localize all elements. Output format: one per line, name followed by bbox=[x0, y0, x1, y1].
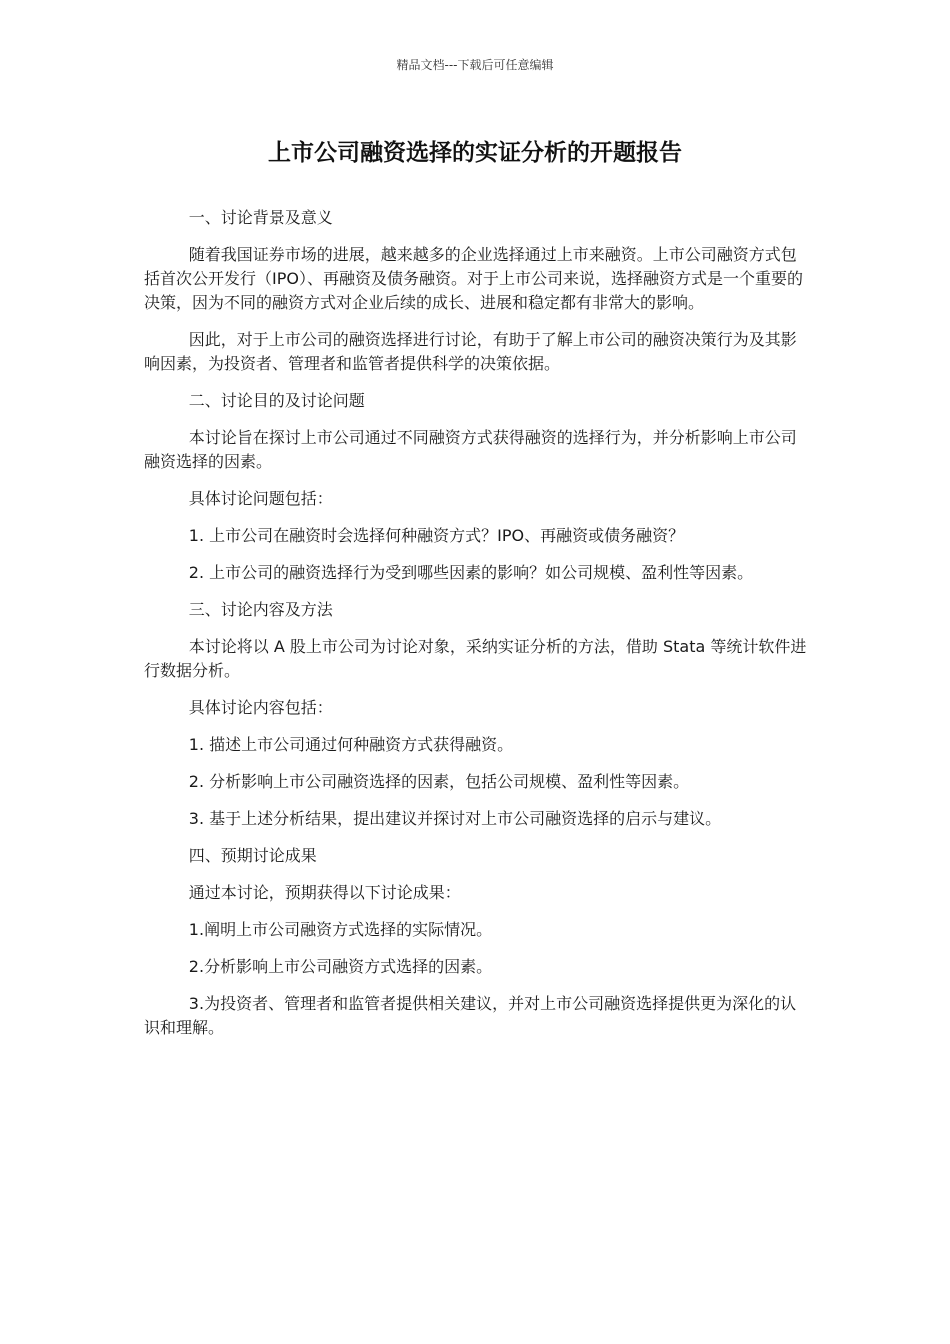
paragraph-method: 本讨论将以 A 股上市公司为讨论对象，采纳实证分析的方法，借助 Stata 等统计软件进行数据分析。 bbox=[144, 637, 807, 680]
list-item-outcome-1: 1.阐明上市公司融资方式选择的实际情况。 bbox=[188, 920, 493, 939]
list-item-content-2: 2. 分析影响上市公司融资选择的因素，包括公司规模、盈利性等因素。 bbox=[188, 772, 690, 791]
paragraph-content-intro: 具体讨论内容包括： bbox=[188, 698, 333, 717]
section-heading-purpose: 二、讨论目的及讨论问题 bbox=[188, 391, 365, 410]
paragraph-purpose: 本讨论旨在探讨上市公司通过不同融资方式获得融资的选择行为，并分析影响上市公司融资选择的因素。 bbox=[144, 428, 797, 471]
section-heading-content: 三、讨论内容及方法 bbox=[188, 600, 333, 619]
list-item-content-3: 3. 基于上述分析结果，提出建议并探讨对上市公司融资选择的启示与建议。 bbox=[188, 809, 722, 828]
document-title: 上市公司融资选择的实证分析的开题报告 bbox=[268, 140, 682, 166]
list-item-content-1: 1. 描述上市公司通过何种融资方式获得融资。 bbox=[188, 735, 514, 754]
list-item-question-1: 1. 上市公司在融资时会选择何种融资方式？IPO、再融资或债务融资？ bbox=[188, 526, 685, 545]
list-item-outcome-3: 3.为投资者、管理者和监管者提供相关建议，并对上市公司融资选择提供更为深化的认识和理解。 bbox=[144, 994, 797, 1037]
document-body bbox=[144, 206, 808, 1053]
paragraph-outcomes-intro: 通过本讨论，预期获得以下讨论成果： bbox=[188, 883, 461, 902]
section-heading-outcomes: 四、预期讨论成果 bbox=[188, 846, 317, 865]
paragraph-background: 随着我国证券市场的进展，越来越多的企业选择通过上市来融资。上市公司融资方式包括首次公开发行（IPO）、再融资及债务融资。对于上市公司来说，选择融资方式是一个重要的决策，因为不同的融资方式对企业后续的成长、进展和稳定都有非常大的影响。 bbox=[144, 245, 803, 312]
paragraph-questions-intro: 具体讨论问题包括： bbox=[188, 489, 333, 508]
list-item-outcome-2: 2.分析影响上市公司融资方式选择的因素。 bbox=[188, 957, 493, 976]
header-note: 精品文档---下载后可任意编辑 bbox=[396, 58, 554, 72]
paragraph-significance: 因此，对于上市公司的融资选择进行讨论，有助于了解上市公司的融资决策行为及其影响因素，为投资者、管理者和监管者提供科学的决策依据。 bbox=[144, 330, 797, 373]
list-item-question-2: 2. 上市公司的融资选择行为受到哪些因素的影响？如公司规模、盈利性等因素。 bbox=[188, 563, 754, 582]
section-heading-background: 一、讨论背景及意义 bbox=[188, 208, 333, 227]
